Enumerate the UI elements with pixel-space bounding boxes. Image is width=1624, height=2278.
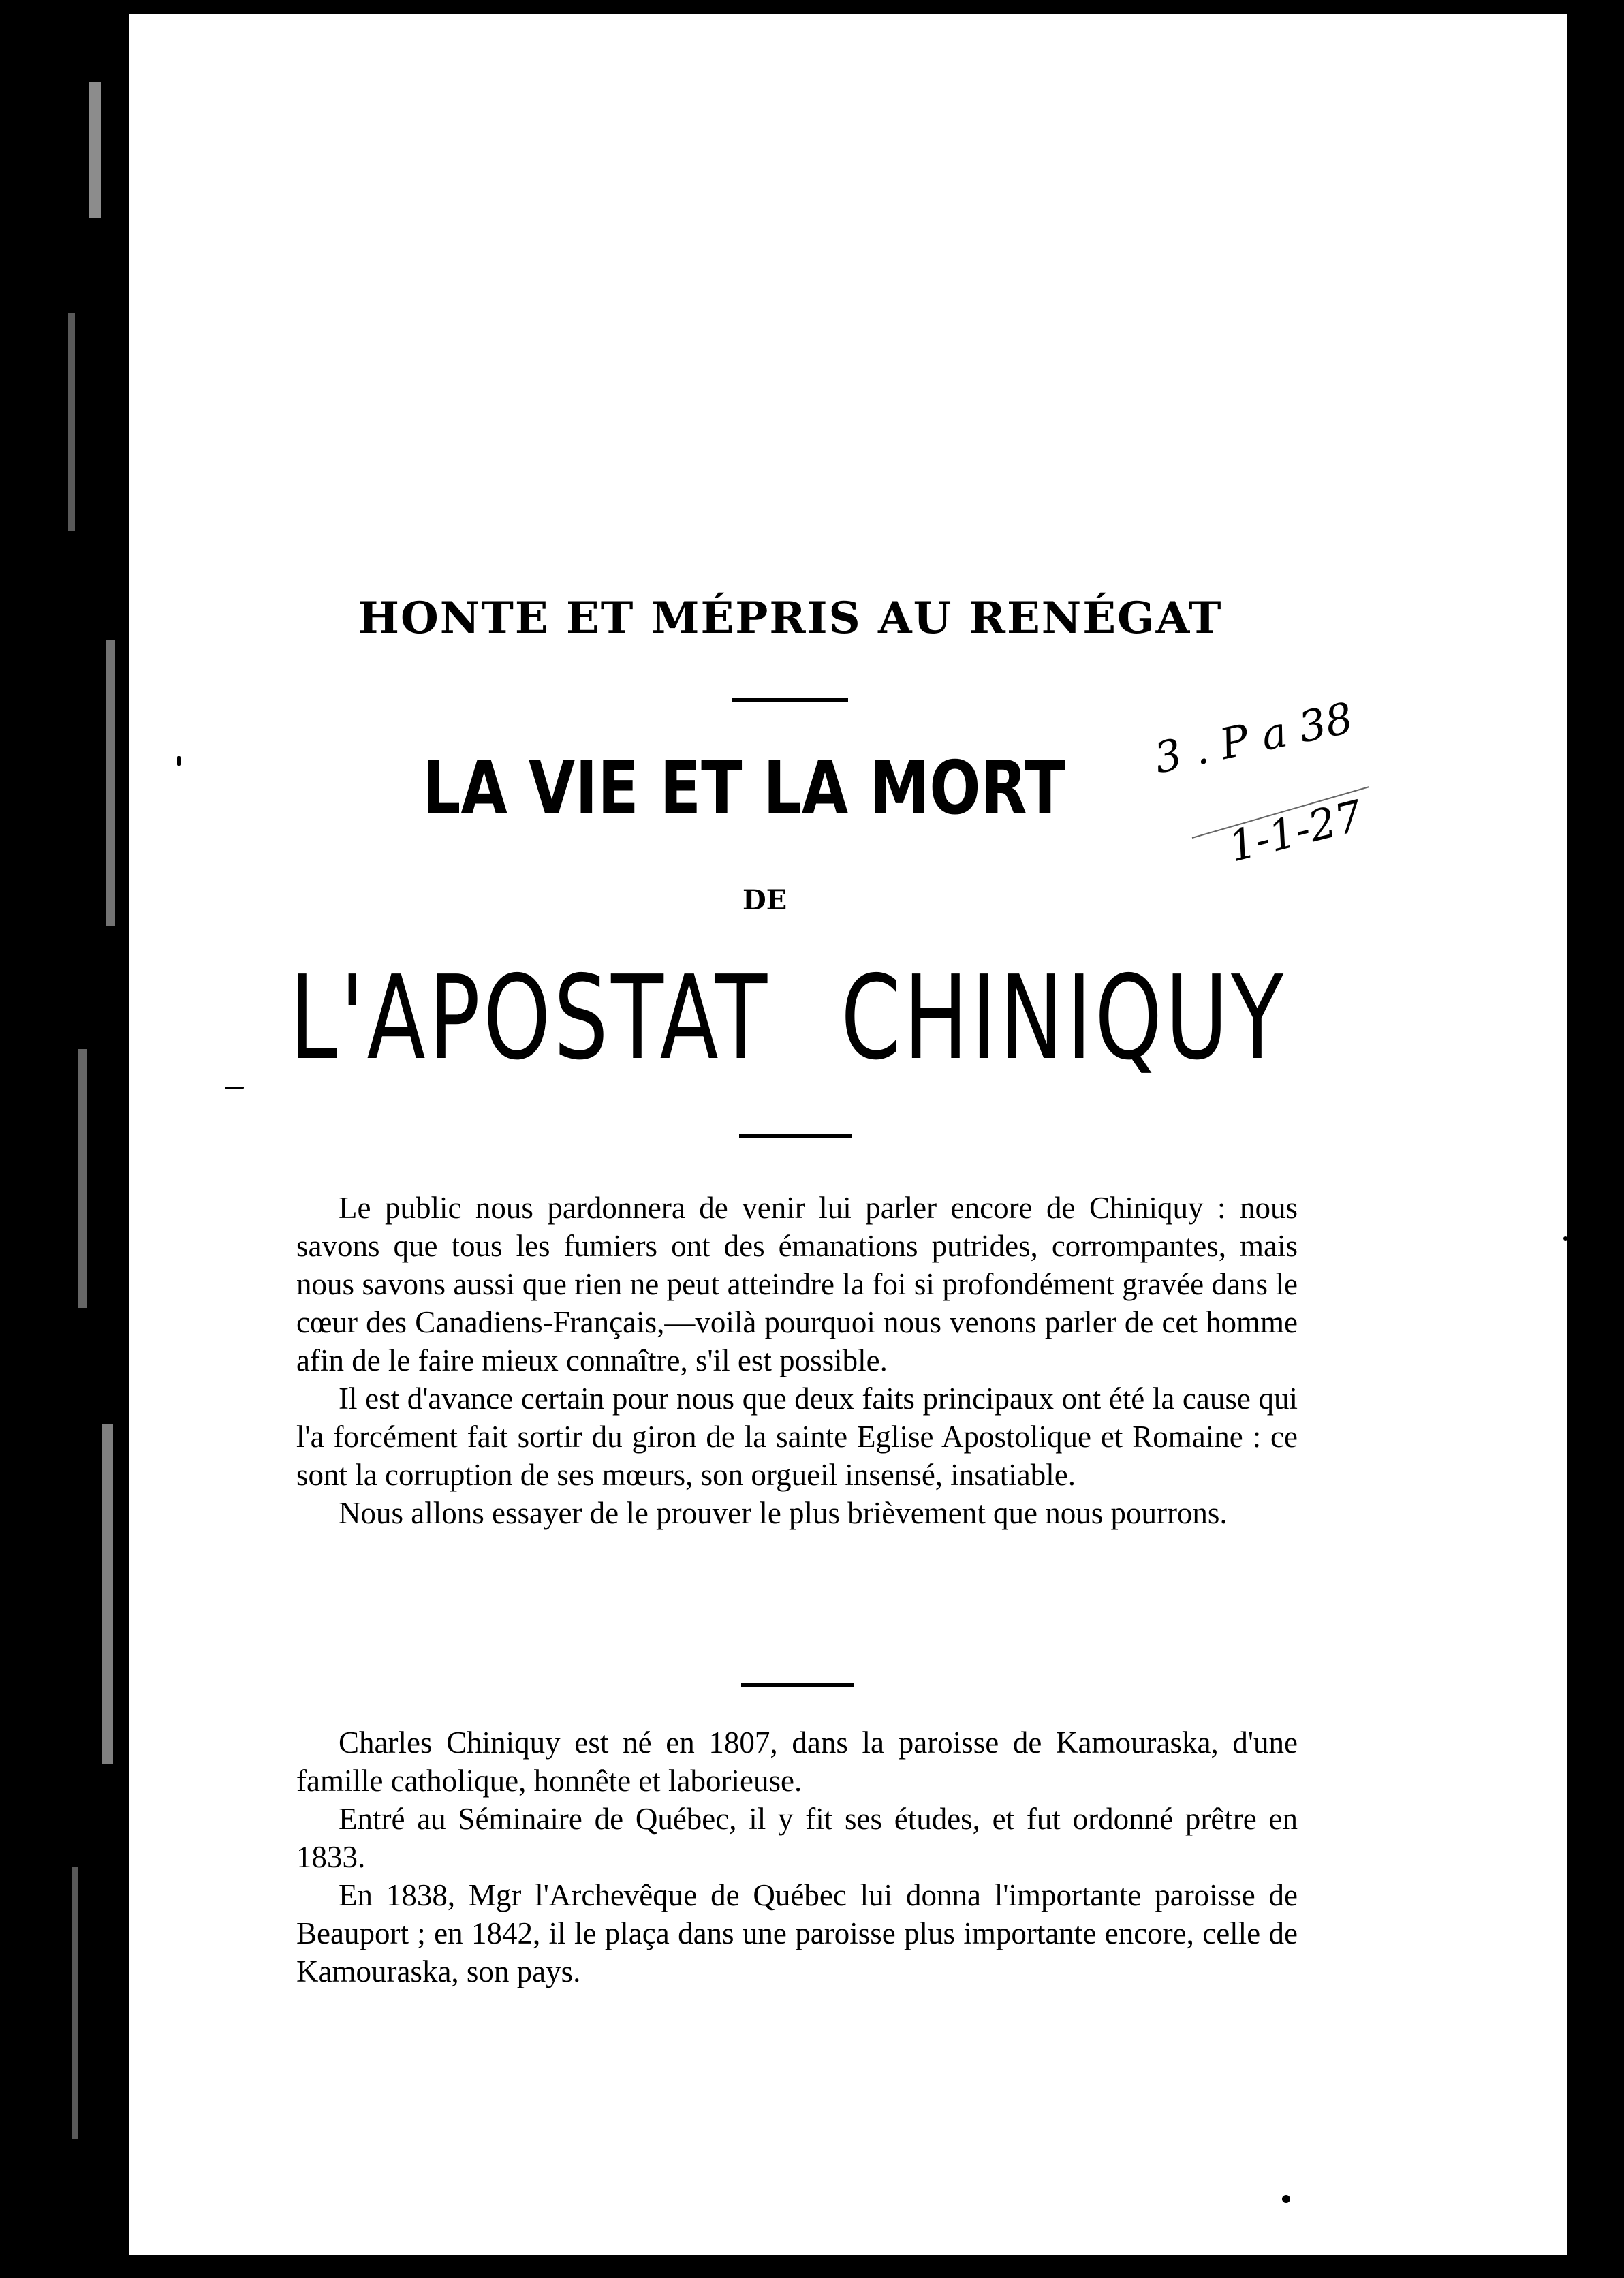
biography-paragraph: En 1838, Mgr l'Archevêque de Québec lui donna l'importante paroisse de Beauport ; en 1842, il le plaça dans une paroisse plus importante encore, celle de Kamouraska, son pays. (296, 1878, 1298, 1988)
ink-speck (1563, 1236, 1567, 1241)
main-title: LA VIE ET LA MORT (422, 746, 1066, 831)
biography-text (296, 1723, 1298, 1991)
intro-paragraph: Le public nous pardonnera de venir lui parler encore de Chiniquy : nous savons que tous les fumiers ont des émanations putrides, corrompantes, mais nous savons aussi que rien ne peut atteindre la foi si profondément gravée dans le cœur des Canadiens-Français,—voilà pourquoi nous venons parler de cet homme afin de le faire mieux connaître, s'il est possible. (296, 1191, 1298, 1377)
ink-speck (1282, 2195, 1290, 2203)
subject-name-part2: CHINIQUY (841, 951, 1287, 1086)
title-connector: DE (743, 884, 787, 916)
intro-paragraph: Il est d'avance certain pour nous que deux faits principaux ont été la cause qui l'a forcément fait sortir du giron de la sainte Eglise Apostolique et Romaine : ce sont la corruption de ses mœurs, son orgueil insensé, insatiable. (296, 1382, 1298, 1492)
intro-paragraph: Nous allons essayer de le prouver le plus brièvement que nous pourrons. (339, 1496, 1228, 1530)
biography-paragraph: Charles Chiniquy est né en 1807, dans la paroisse de Kamouraska, d'une famille catholique, honnête et laborieuse. (296, 1726, 1298, 1798)
biography-paragraph: Entré au Séminaire de Québec, il y fit ses études, et fut ordonné prêtre en 1833. (296, 1802, 1298, 1874)
handwritten-line-1: 3 . P a 38 (1151, 695, 1358, 783)
kicker-heading: HONTE ET MÉPRIS AU RENÉGAT (358, 593, 1223, 644)
section-divider (741, 1683, 854, 1687)
subject-name (290, 951, 1287, 1086)
subject-name-part1: L'APOSTAT (290, 951, 770, 1086)
handwritten-shelfmark-drawing (1151, 695, 1437, 879)
rule-under-kicker (732, 698, 848, 702)
handwritten-shelfmark (1151, 695, 1437, 879)
rule-under-name (739, 1134, 852, 1138)
ink-speck (177, 756, 181, 766)
ink-speck (225, 1087, 244, 1089)
book-binding-edge (41, 27, 143, 2268)
intro-text (296, 1189, 1298, 1532)
handwritten-line-2: 1-1-27 (1223, 790, 1368, 872)
